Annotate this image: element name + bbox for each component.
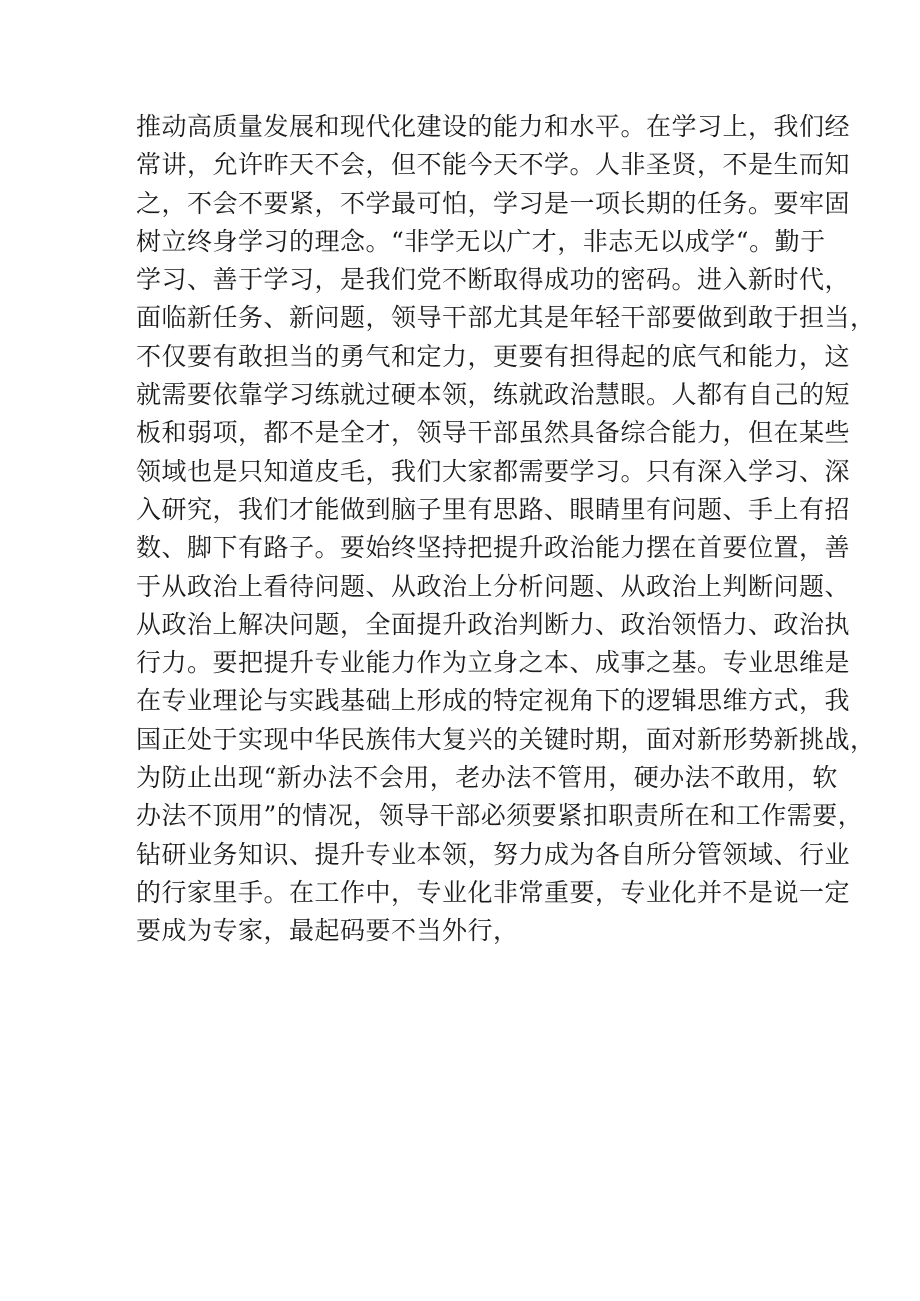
text-line: 领域也是只知道皮毛，我们大家都需要学习。只有深入学习、深 bbox=[136, 456, 851, 486]
text-line: 常讲，允许昨天不会，但不能今天不学。人非圣贤，不是生而知 bbox=[136, 150, 851, 180]
text-line: 就需要依靠学习练就过硬本领，练就政治慧眼。人都有自己的短 bbox=[136, 380, 851, 410]
text-line: 之，不会不要紧，不学最可怕，学习是一项长期的任务。要牢固 bbox=[136, 188, 851, 218]
text-line: 于从政治上看待问题、从政治上分析问题、从政治上判断问题、 bbox=[136, 571, 851, 601]
text-line: 钻研业务知识、提升专业本领，努力成为各自所分管领域、行业 bbox=[136, 839, 851, 869]
text-line: 面临新任务、新问题，领导干部尤其是年轻干部要做到敢于担当， bbox=[136, 303, 876, 333]
text-line: 入研究，我们才能做到脑子里有思路、眼睛里有问题、手上有招 bbox=[136, 494, 851, 524]
text-line: 学习、善于学习，是我们党不断取得成功的密码。进入新时代， bbox=[136, 265, 851, 295]
text-line: 在专业理论与实践基础上形成的特定视角下的逻辑思维方式，我 bbox=[136, 686, 851, 716]
body-paragraph bbox=[136, 108, 876, 951]
text-line: 从政治上解决问题，全面提升政治判断力、政治领悟力、政治执 bbox=[136, 609, 851, 639]
text-line: 树立终身学习的理念。“非学无以广才，非志无以成学“。勤于 bbox=[136, 226, 826, 256]
text-line: 的行家里手。在工作中，专业化非常重要，专业化并不是说一定 bbox=[136, 877, 851, 907]
text-line: 推动高质量发展和现代化建设的能力和水平。在学习上，我们经 bbox=[136, 112, 851, 141]
text-line: 板和弱项，都不是全才，领导干部虽然具备综合能力，但在某些 bbox=[136, 418, 851, 448]
text-line: 数、脚下有路子。要始终坚持把提升政治能力摆在首要位置，善 bbox=[136, 533, 851, 563]
text-line: 要成为专家，最起码要不当外行， bbox=[136, 916, 519, 946]
text-line: 行力。要把提升专业能力作为立身之本、成事之基。专业思维是 bbox=[136, 648, 851, 678]
text-line: 办法不顶用”的情况，领导干部必须要紧扣职责所在和工作需要， bbox=[136, 801, 864, 831]
text-line: 不仅要有敢担当的勇气和定力，更要有担得起的底气和能力，这 bbox=[136, 341, 851, 371]
text-line: 国正处于实现中华民族伟大复兴的关键时期，面对新形势新挑战， bbox=[136, 724, 876, 754]
text-line: 为防止出现“新办法不会用，老办法不管用，硬办法不敢用，软 bbox=[136, 763, 838, 793]
